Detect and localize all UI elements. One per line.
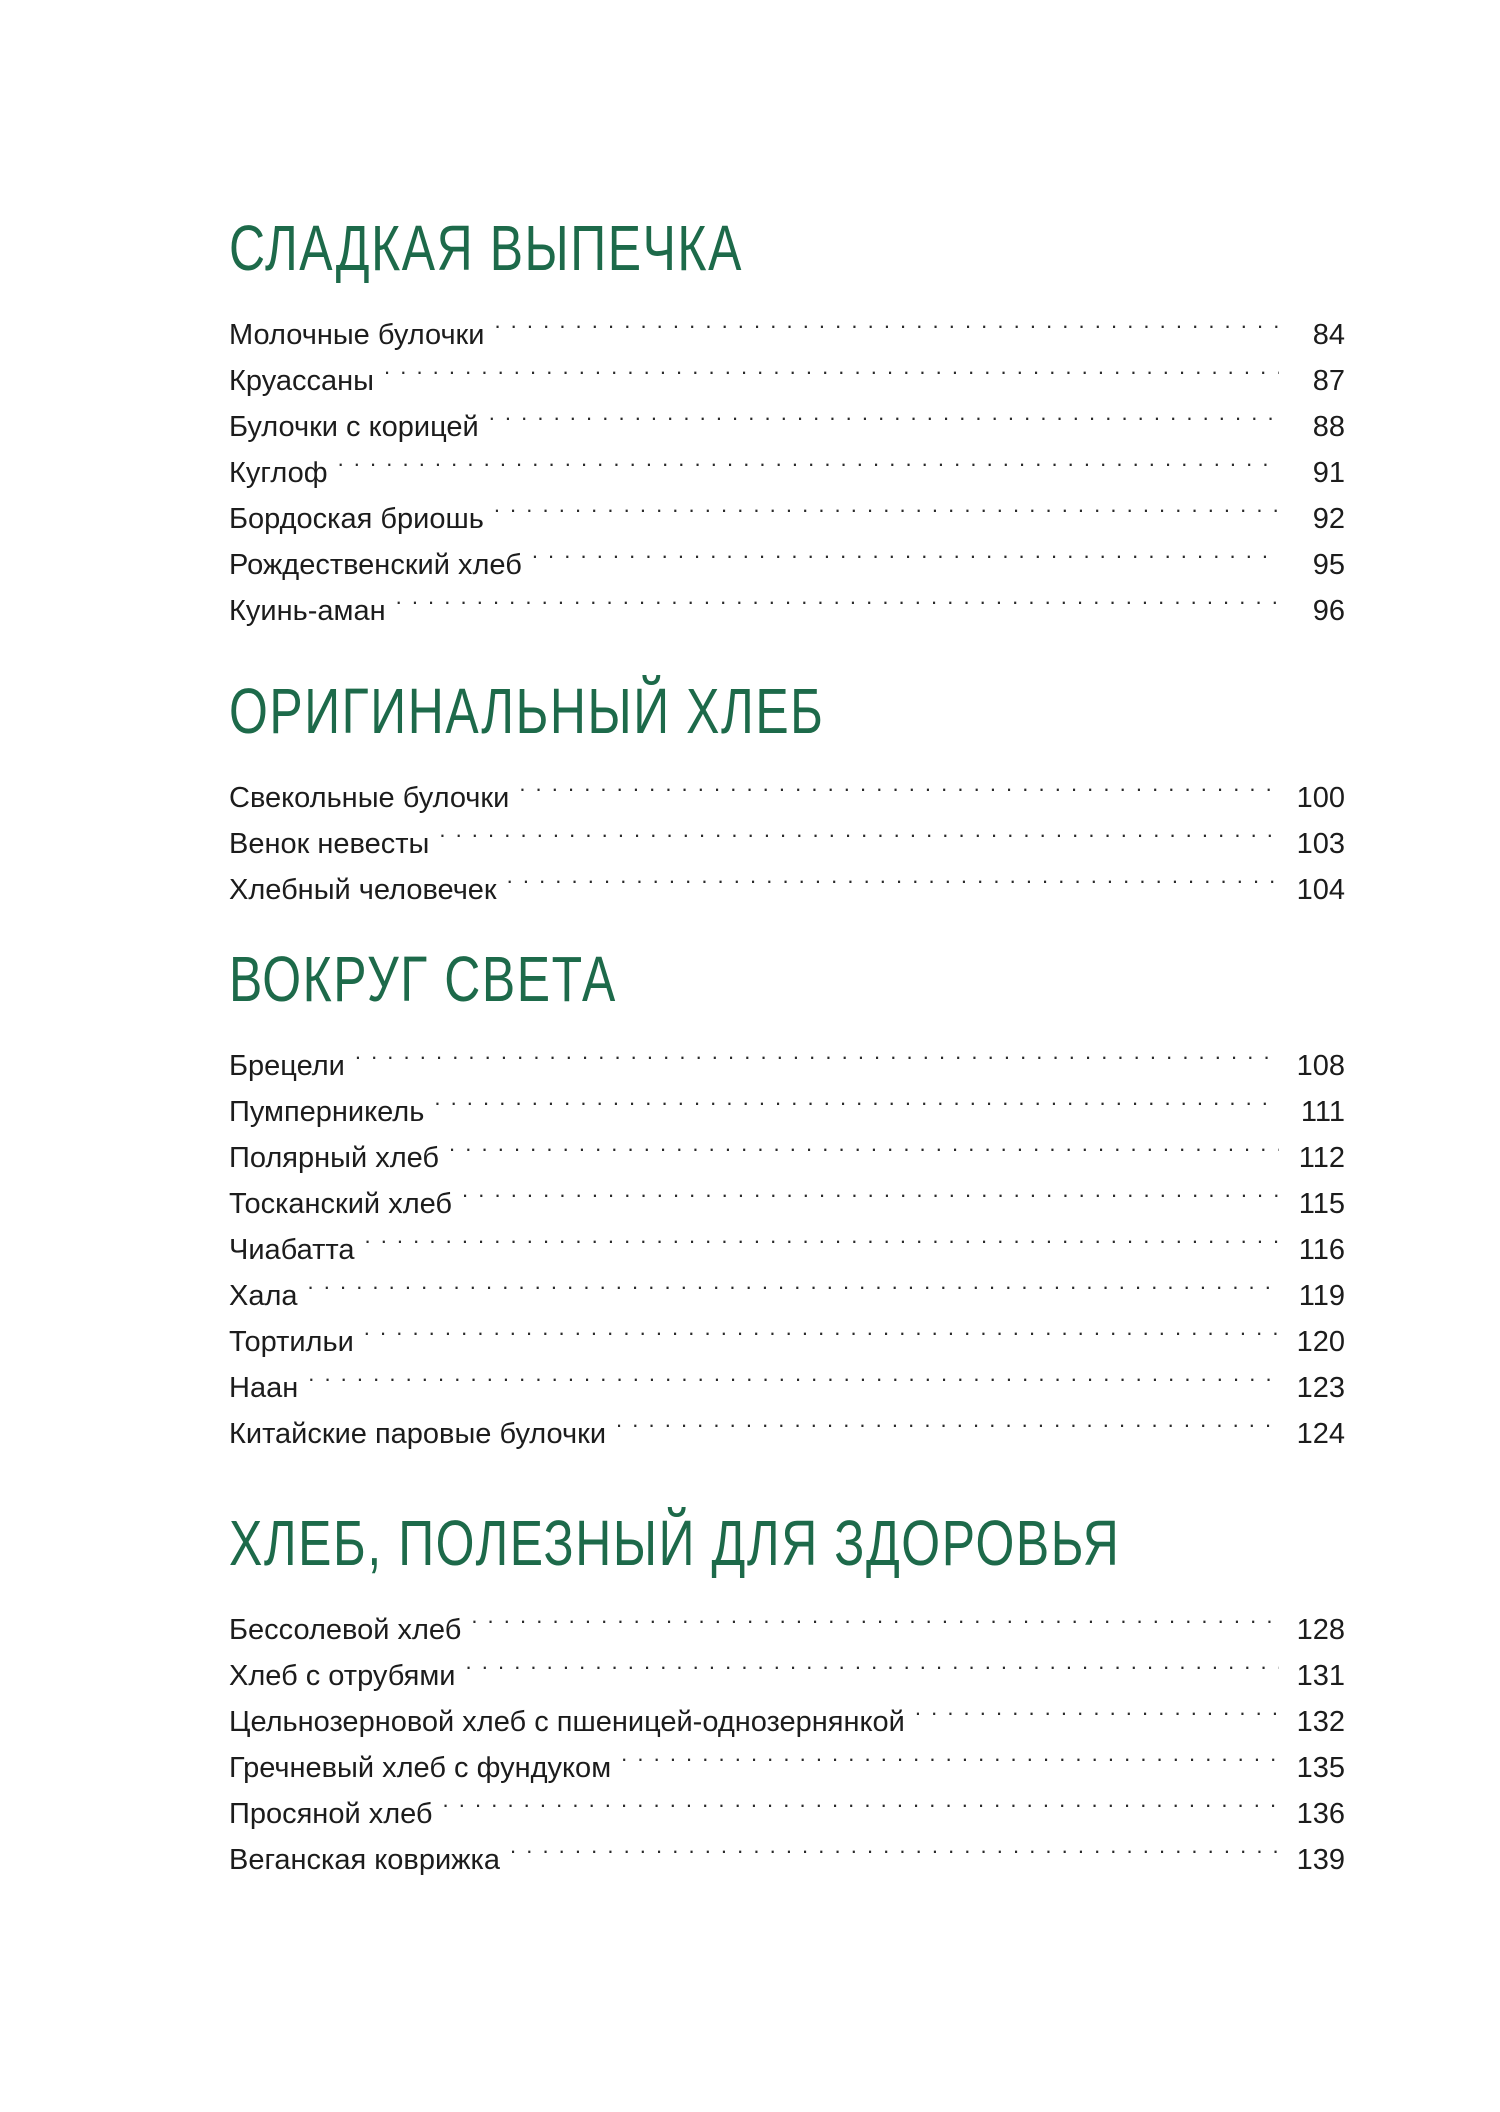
section-title: ВОКРУГ СВЕТА bbox=[229, 943, 617, 1015]
entry-title: Бессолевой хлеб bbox=[229, 1614, 462, 1646]
toc-entry[interactable] bbox=[229, 1305, 1345, 1358]
entry-page-number: 87 bbox=[1312, 365, 1345, 397]
dot-leader bbox=[510, 1823, 1279, 1869]
toc-section-around-the-world bbox=[229, 943, 1345, 1450]
entry-title: Круассаны bbox=[229, 365, 374, 397]
entry-title: Тосканский хлеб bbox=[229, 1188, 453, 1220]
toc-entry[interactable] bbox=[229, 390, 1345, 443]
entry-page-number: 116 bbox=[1298, 1234, 1345, 1266]
dot-leader bbox=[466, 1639, 1279, 1685]
entry-title: Бордоская бриошь bbox=[229, 503, 484, 535]
entry-page-number: 131 bbox=[1296, 1660, 1345, 1692]
entry-page-number: 103 bbox=[1296, 828, 1345, 860]
toc-entry[interactable] bbox=[229, 344, 1345, 397]
section-title: ОРИГИНАЛЬНЫЙ ХЛЕБ bbox=[229, 675, 825, 747]
section-title: ХЛЕБ, ПОЛЕЗНЫЙ ДЛЯ ЗДОРОВЬЯ bbox=[229, 1507, 1121, 1579]
toc-entry[interactable] bbox=[229, 574, 1345, 627]
entry-page-number: 112 bbox=[1298, 1142, 1345, 1174]
toc-entry[interactable] bbox=[229, 298, 1345, 351]
dot-leader bbox=[355, 1029, 1279, 1075]
section-spacer bbox=[229, 620, 1345, 675]
entry-title: Куглоф bbox=[229, 457, 328, 489]
toc-entry[interactable] bbox=[229, 482, 1345, 535]
toc-section-healthy-bread bbox=[229, 1507, 1345, 1876]
entry-page-number: 88 bbox=[1312, 411, 1345, 443]
entry-page-number: 135 bbox=[1296, 1752, 1345, 1784]
entry-page-number: 139 bbox=[1296, 1844, 1345, 1876]
dot-leader bbox=[364, 1213, 1279, 1259]
dot-leader bbox=[384, 344, 1279, 390]
entry-title: Свекольные булочки bbox=[229, 782, 510, 814]
toc-entry[interactable] bbox=[229, 1029, 1345, 1082]
entry-title: Цельнозерновой хлеб с пшеницей-однозернянкой bbox=[229, 1706, 905, 1738]
entry-title: Хлеб с отрубями bbox=[229, 1660, 456, 1692]
table-of-contents bbox=[229, 212, 1345, 1876]
dot-leader bbox=[439, 807, 1279, 853]
toc-entry[interactable] bbox=[229, 761, 1345, 814]
entry-title: Наан bbox=[229, 1372, 299, 1404]
dot-leader bbox=[616, 1397, 1279, 1443]
entry-page-number: 95 bbox=[1312, 549, 1345, 581]
entry-title: Куинь-аман bbox=[229, 595, 386, 627]
dot-leader bbox=[507, 853, 1279, 899]
entry-page-number: 115 bbox=[1298, 1188, 1345, 1220]
toc-section-sweet-pastry bbox=[229, 212, 1345, 627]
entry-title: Молочные булочки bbox=[229, 319, 485, 351]
dot-leader bbox=[494, 482, 1279, 528]
entry-page-number: 92 bbox=[1312, 503, 1345, 535]
toc-entry[interactable] bbox=[229, 1351, 1345, 1404]
entry-title: Тортильи bbox=[229, 1326, 354, 1358]
entry-page-number: 119 bbox=[1298, 1280, 1345, 1312]
entry-page-number: 108 bbox=[1296, 1050, 1345, 1082]
dot-leader bbox=[462, 1167, 1279, 1213]
entry-page-number: 100 bbox=[1296, 782, 1345, 814]
entry-page-number: 84 bbox=[1312, 319, 1345, 351]
entry-page-number: 132 bbox=[1296, 1706, 1345, 1738]
toc-section-original-bread bbox=[229, 675, 1345, 906]
entry-title: Китайские паровые булочки bbox=[229, 1418, 607, 1450]
entry-page-number: 124 bbox=[1296, 1418, 1345, 1450]
dot-leader bbox=[915, 1685, 1279, 1731]
dot-leader bbox=[532, 528, 1279, 574]
dot-leader bbox=[471, 1593, 1279, 1639]
toc-entry[interactable] bbox=[229, 1259, 1345, 1312]
dot-leader bbox=[364, 1305, 1279, 1351]
dot-leader bbox=[308, 1351, 1279, 1397]
entry-title: Хлебный человечек bbox=[229, 874, 497, 906]
section-title: СЛАДКАЯ ВЫПЕЧКА bbox=[229, 212, 743, 284]
dot-leader bbox=[396, 574, 1279, 620]
entry-title: Чиабатта bbox=[229, 1234, 355, 1266]
entry-page-number: 120 bbox=[1296, 1326, 1345, 1358]
entry-page-number: 136 bbox=[1296, 1798, 1345, 1830]
entry-title: Венок невесты bbox=[229, 828, 430, 860]
entry-page-number: 91 bbox=[1312, 457, 1345, 489]
entry-title: Веганская коврижка bbox=[229, 1844, 500, 1876]
entry-title: Пумперникель bbox=[229, 1096, 425, 1128]
entry-page-number: 128 bbox=[1296, 1614, 1345, 1646]
dot-leader bbox=[449, 1121, 1279, 1167]
toc-entry[interactable] bbox=[229, 1593, 1345, 1646]
entry-title: Просяной хлеб bbox=[229, 1798, 433, 1830]
dot-leader bbox=[338, 436, 1279, 482]
entry-page-number: 111 bbox=[1300, 1096, 1345, 1128]
entry-title: Булочки с корицей bbox=[229, 411, 479, 443]
entry-page-number: 123 bbox=[1296, 1372, 1345, 1404]
dot-leader bbox=[494, 298, 1279, 344]
dot-leader bbox=[519, 761, 1279, 807]
entry-title: Рождественский хлеб bbox=[229, 549, 522, 581]
dot-leader bbox=[489, 390, 1279, 436]
entry-title: Брецели bbox=[229, 1050, 345, 1082]
dot-leader bbox=[308, 1259, 1279, 1305]
entry-title: Гречневый хлеб с фундуком bbox=[229, 1752, 612, 1784]
dot-leader bbox=[621, 1731, 1279, 1777]
dot-leader bbox=[434, 1075, 1279, 1121]
dot-leader bbox=[443, 1777, 1279, 1823]
entry-title: Хала bbox=[229, 1280, 298, 1312]
entry-page-number: 104 bbox=[1296, 874, 1345, 906]
toc-entry[interactable] bbox=[229, 436, 1345, 489]
entry-title: Полярный хлеб bbox=[229, 1142, 440, 1174]
toc-entry[interactable] bbox=[229, 1397, 1345, 1450]
toc-entry[interactable] bbox=[229, 1075, 1345, 1128]
toc-entry[interactable] bbox=[229, 1213, 1345, 1266]
entry-page-number: 96 bbox=[1312, 595, 1345, 627]
